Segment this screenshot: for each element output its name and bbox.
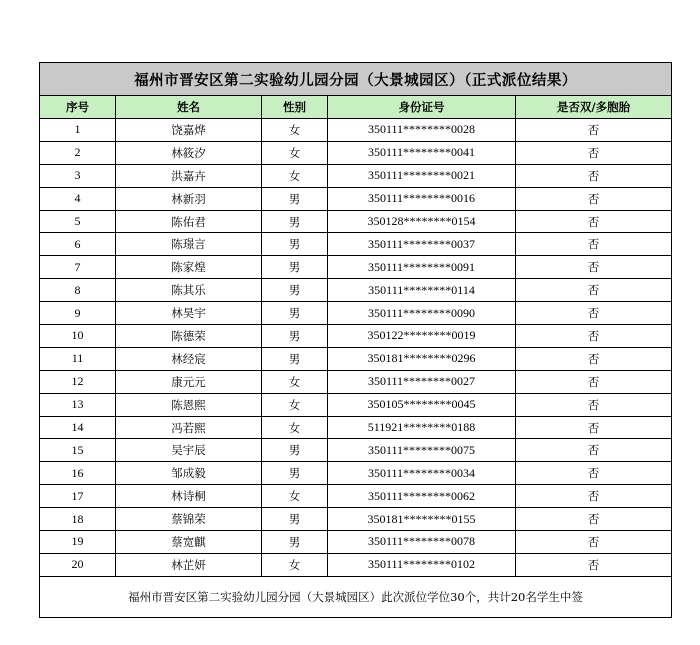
cell-gender: 男 <box>262 187 328 210</box>
cell-gender: 男 <box>262 347 328 370</box>
footer-note: 福州市晋安区第二实验幼儿园分园（大景城园区）此次派位学位30个，共计20名学生中签 <box>40 576 672 617</box>
cell-twin: 否 <box>516 553 672 576</box>
table-row <box>40 462 672 485</box>
table-row <box>40 485 672 508</box>
cell-id: 350181********0296 <box>328 347 516 370</box>
results-table <box>39 62 672 618</box>
cell-no: 16 <box>40 462 116 485</box>
cell-twin: 否 <box>516 393 672 416</box>
cell-id: 350111********0027 <box>328 370 516 393</box>
cell-twin: 否 <box>516 485 672 508</box>
table-row <box>40 393 672 416</box>
cell-twin: 否 <box>516 508 672 531</box>
cell-no: 2 <box>40 141 116 164</box>
cell-name: 林筱汐 <box>116 141 262 164</box>
col-header-gender: 性别 <box>262 96 328 119</box>
cell-twin: 否 <box>516 325 672 348</box>
cell-no: 13 <box>40 393 116 416</box>
cell-id: 350111********0102 <box>328 553 516 576</box>
cell-twin: 否 <box>516 462 672 485</box>
cell-id: 350105********0045 <box>328 393 516 416</box>
cell-no: 6 <box>40 233 116 256</box>
cell-gender: 男 <box>262 439 328 462</box>
cell-twin: 否 <box>516 370 672 393</box>
cell-id: 350111********0062 <box>328 485 516 508</box>
results-sheet <box>39 62 671 618</box>
cell-gender: 男 <box>262 279 328 302</box>
cell-no: 5 <box>40 210 116 233</box>
cell-name: 陈恩熙 <box>116 393 262 416</box>
table-row <box>40 302 672 325</box>
cell-id: 350111********0021 <box>328 164 516 187</box>
cell-no: 9 <box>40 302 116 325</box>
cell-gender: 女 <box>262 164 328 187</box>
table-row <box>40 508 672 531</box>
cell-gender: 女 <box>262 416 328 439</box>
cell-name: 陈璟言 <box>116 233 262 256</box>
cell-twin: 否 <box>516 256 672 279</box>
cell-twin: 否 <box>516 347 672 370</box>
cell-name: 林诗桐 <box>116 485 262 508</box>
cell-id: 350111********0091 <box>328 256 516 279</box>
cell-id: 350122********0019 <box>328 325 516 348</box>
table-row <box>40 553 672 576</box>
table-row <box>40 256 672 279</box>
cell-name: 蔡宽麒 <box>116 531 262 554</box>
cell-no: 15 <box>40 439 116 462</box>
cell-gender: 男 <box>262 462 328 485</box>
cell-id: 350111********0028 <box>328 119 516 142</box>
cell-gender: 男 <box>262 233 328 256</box>
cell-name: 陈家煌 <box>116 256 262 279</box>
cell-gender: 男 <box>262 302 328 325</box>
table-row <box>40 233 672 256</box>
cell-no: 1 <box>40 119 116 142</box>
cell-name: 洪嘉卉 <box>116 164 262 187</box>
cell-no: 19 <box>40 531 116 554</box>
table-row <box>40 439 672 462</box>
table-row <box>40 141 672 164</box>
cell-gender: 男 <box>262 531 328 554</box>
cell-no: 17 <box>40 485 116 508</box>
cell-gender: 女 <box>262 485 328 508</box>
col-header-id: 身份证号 <box>328 96 516 119</box>
col-header-no: 序号 <box>40 96 116 119</box>
cell-gender: 男 <box>262 210 328 233</box>
cell-no: 7 <box>40 256 116 279</box>
footer-row <box>40 576 672 617</box>
title-row <box>40 63 672 96</box>
col-header-name: 姓名 <box>116 96 262 119</box>
cell-gender: 女 <box>262 370 328 393</box>
cell-id: 511921********0188 <box>328 416 516 439</box>
cell-name: 邹成毅 <box>116 462 262 485</box>
cell-name: 林芷妍 <box>116 553 262 576</box>
cell-gender: 男 <box>262 256 328 279</box>
cell-id: 350111********0075 <box>328 439 516 462</box>
cell-name: 林新羽 <box>116 187 262 210</box>
cell-twin: 否 <box>516 416 672 439</box>
cell-twin: 否 <box>516 164 672 187</box>
cell-no: 20 <box>40 553 116 576</box>
cell-name: 冯若熙 <box>116 416 262 439</box>
cell-twin: 否 <box>516 531 672 554</box>
cell-name: 吴宇辰 <box>116 439 262 462</box>
cell-id: 350111********0078 <box>328 531 516 554</box>
cell-no: 11 <box>40 347 116 370</box>
cell-no: 4 <box>40 187 116 210</box>
table-row <box>40 325 672 348</box>
table-row <box>40 370 672 393</box>
cell-name: 陈佑君 <box>116 210 262 233</box>
cell-name: 蔡锦荣 <box>116 508 262 531</box>
cell-name: 陈德荣 <box>116 325 262 348</box>
cell-id: 350111********0090 <box>328 302 516 325</box>
cell-name: 陈其乐 <box>116 279 262 302</box>
cell-id: 350181********0155 <box>328 508 516 531</box>
cell-twin: 否 <box>516 210 672 233</box>
cell-id: 350111********0037 <box>328 233 516 256</box>
cell-no: 14 <box>40 416 116 439</box>
cell-no: 12 <box>40 370 116 393</box>
cell-gender: 女 <box>262 553 328 576</box>
cell-name: 饶嘉烨 <box>116 119 262 142</box>
cell-twin: 否 <box>516 119 672 142</box>
cell-no: 10 <box>40 325 116 348</box>
cell-twin: 否 <box>516 279 672 302</box>
table-row <box>40 347 672 370</box>
cell-no: 8 <box>40 279 116 302</box>
table-row <box>40 119 672 142</box>
table-row <box>40 164 672 187</box>
table-row <box>40 416 672 439</box>
col-header-twin: 是否双/多胞胎 <box>516 96 672 119</box>
table-row <box>40 187 672 210</box>
table-row <box>40 531 672 554</box>
table-row <box>40 279 672 302</box>
cell-id: 350111********0034 <box>328 462 516 485</box>
cell-twin: 否 <box>516 302 672 325</box>
cell-gender: 男 <box>262 508 328 531</box>
sheet-title: 福州市晋安区第二实验幼儿园分园（大景城园区）（正式派位结果） <box>40 63 672 96</box>
cell-id: 350111********0016 <box>328 187 516 210</box>
cell-id: 350111********0114 <box>328 279 516 302</box>
cell-no: 18 <box>40 508 116 531</box>
cell-id: 350111********0041 <box>328 141 516 164</box>
cell-twin: 否 <box>516 141 672 164</box>
cell-gender: 男 <box>262 325 328 348</box>
table-row <box>40 210 672 233</box>
cell-name: 康元元 <box>116 370 262 393</box>
cell-gender: 女 <box>262 119 328 142</box>
cell-twin: 否 <box>516 233 672 256</box>
cell-id: 350128********0154 <box>328 210 516 233</box>
cell-twin: 否 <box>516 187 672 210</box>
cell-name: 林经宸 <box>116 347 262 370</box>
cell-no: 3 <box>40 164 116 187</box>
cell-twin: 否 <box>516 439 672 462</box>
header-row <box>40 96 672 119</box>
cell-gender: 女 <box>262 141 328 164</box>
cell-name: 林昊宇 <box>116 302 262 325</box>
cell-gender: 女 <box>262 393 328 416</box>
